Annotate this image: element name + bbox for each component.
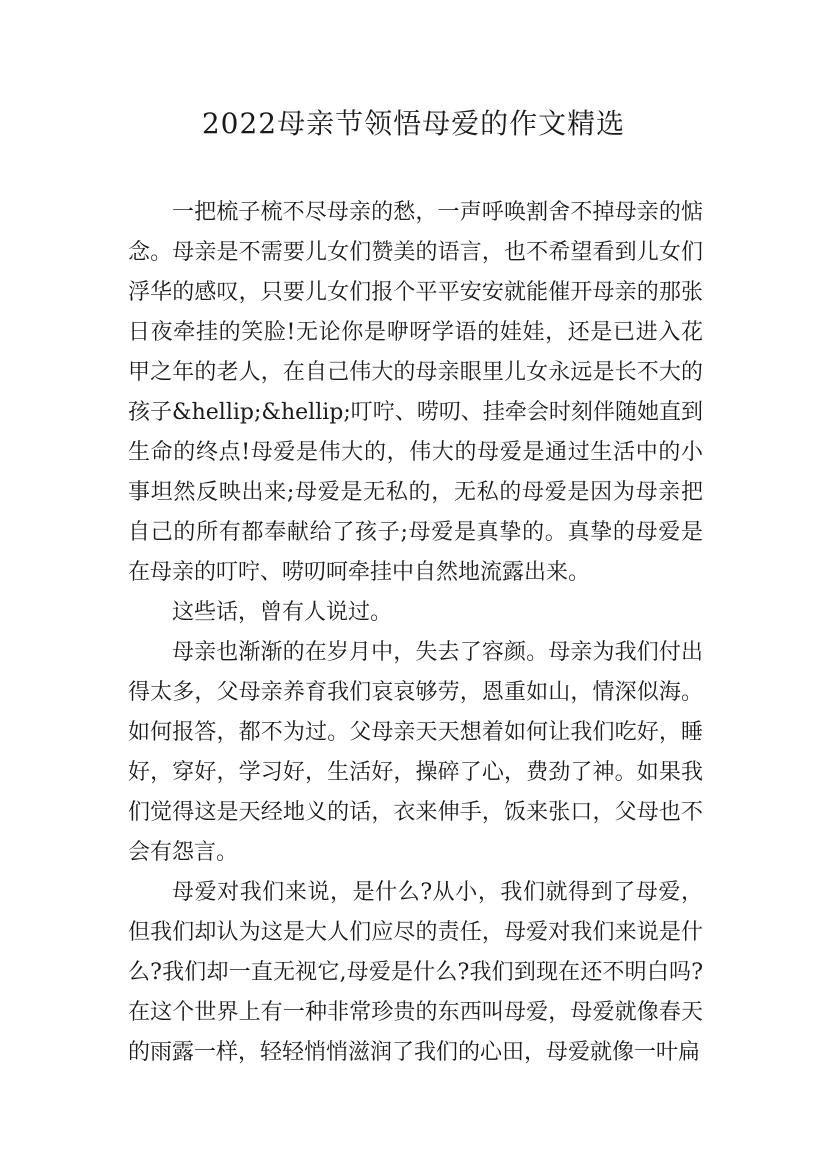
paragraph: 这些话，曾有人说过。 [172,600,393,625]
paragraph: 一把梳子梳不尽母亲的愁，一声呼唤割舍不掉母亲的惦念。母亲是不需要儿女们赞美的语言，也不希望看到儿女们浮华的感叹，只要儿女们报个平平安安就能催开母亲的那张日夜牵挂的笑脸!无论你是咿呀学语的娃娃，还是已进入花甲之年的老人，在自己伟大的母亲眼里儿女永远是长不大的孩子&hellip;&hellip;叮咛、唠叨、挂牵会时刻伴随她直到生命的终点!母爱是伟大的，伟大的母爱是通过生活中的小事坦然反映出来;母爱是无私的，无私的母爱是因为母亲把自己的所有都奉献给了孩子;母爱是真挚的。真挚的母爱是在母亲的叮咛、唠叨呵牵挂中自然地流露出来。 [128,200,703,585]
paragraph: 母爱对我们来说，是什么?从小，我们就得到了母爱，但我们却认为这是大人们应尽的责任，母爱对我们来说是什么?我们却一直无视它,母爱是什么?我们到现在还不明白吗?在这个世界上有一种非常珍贵的东西叫母爱，母爱就像春天的雨露一样，轻轻悄悄滋润了我们的心田，母爱就像一叶扁 [128,880,703,1065]
document-body [128,193,703,1073]
paragraph: 母亲也渐渐的在岁月中，失去了容颜。母亲为我们付出得太多，父母亲养育我们哀哀够劳，恩重如山，情深似海。如何报答，都不为过。父母亲天天想着如何让我们吃好，睡好，穿好，学习好，生活好，操碎了心，费劲了神。如果我们觉得这是天经地义的话，衣来伸手，饭来张口，父母也不会有怨言。 [128,640,703,865]
document-title: 2022母亲节领悟母爱的作文精选 [201,107,626,140]
